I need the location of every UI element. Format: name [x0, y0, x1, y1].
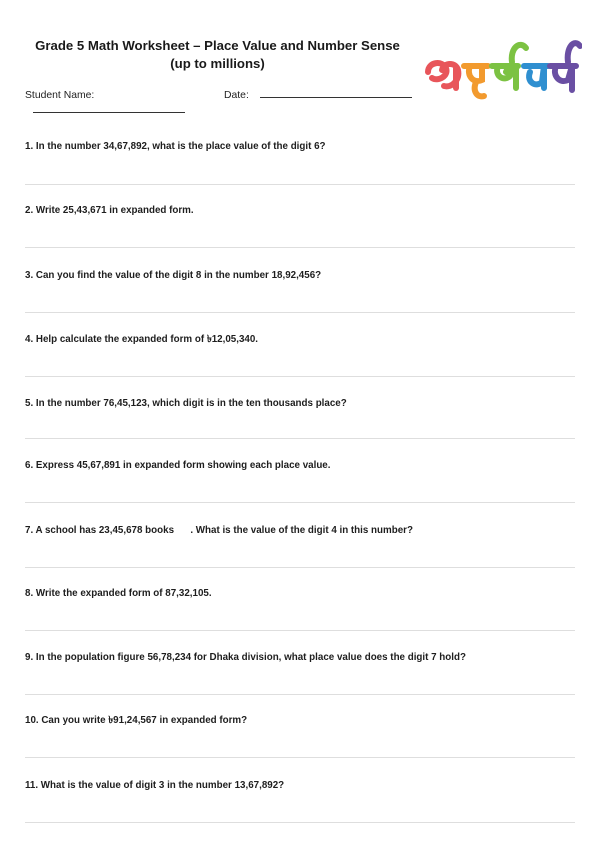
answer-line-1[interactable]: [25, 184, 575, 185]
question-10: 10. Can you write ৳91,24,567 in expanded form?: [25, 715, 248, 726]
question-5: 5. In the number 76,45,123, which digit is in the ten thousands place?: [25, 398, 347, 409]
question-2: 2. Write 25,43,671 in expanded form.: [25, 205, 194, 216]
question-9: 9. In the population figure 56,78,234 for Dhaka division, what place value does the digit 7 hold?: [25, 652, 466, 663]
anushiloni-logo: [422, 32, 582, 102]
worksheet-subtitle: (up to millions): [170, 56, 265, 71]
question-7: 7. A school has 23,45,678 books . What is the value of the digit 4 in this number?: [25, 525, 413, 536]
student-name-label: Student Name:: [25, 90, 95, 101]
answer-line-11[interactable]: [25, 822, 575, 823]
question-8: 8. Write the expanded form of 87,32,105.: [25, 588, 212, 599]
answer-line-7[interactable]: [25, 567, 575, 568]
answer-line-2[interactable]: [25, 247, 575, 248]
question-6: 6. Express 45,67,891 in expanded form showing each place value.: [25, 460, 331, 471]
question-1: 1. In the number 34,67,892, what is the place value of the digit 6?: [25, 141, 326, 152]
answer-line-9[interactable]: [25, 694, 575, 695]
answer-line-10[interactable]: [25, 757, 575, 758]
answer-line-3[interactable]: [25, 312, 575, 313]
answer-line-6[interactable]: [25, 502, 575, 503]
answer-line-5[interactable]: [25, 438, 575, 439]
date-label: Date:: [224, 90, 249, 101]
question-3: 3. Can you find the value of the digit 8 in the number 18,92,456?: [25, 270, 322, 281]
answer-line-8[interactable]: [25, 630, 575, 631]
worksheet-title: Grade 5 Math Worksheet – Place Value and Number Sense: [35, 38, 400, 53]
question-11: 11. What is the value of digit 3 in the number 13,67,892?: [25, 780, 285, 791]
student-name-field[interactable]: [33, 112, 185, 113]
question-4: 4. Help calculate the expanded form of ৳12,05,340.: [25, 334, 259, 345]
answer-line-4[interactable]: [25, 376, 575, 377]
date-field[interactable]: [260, 97, 412, 98]
